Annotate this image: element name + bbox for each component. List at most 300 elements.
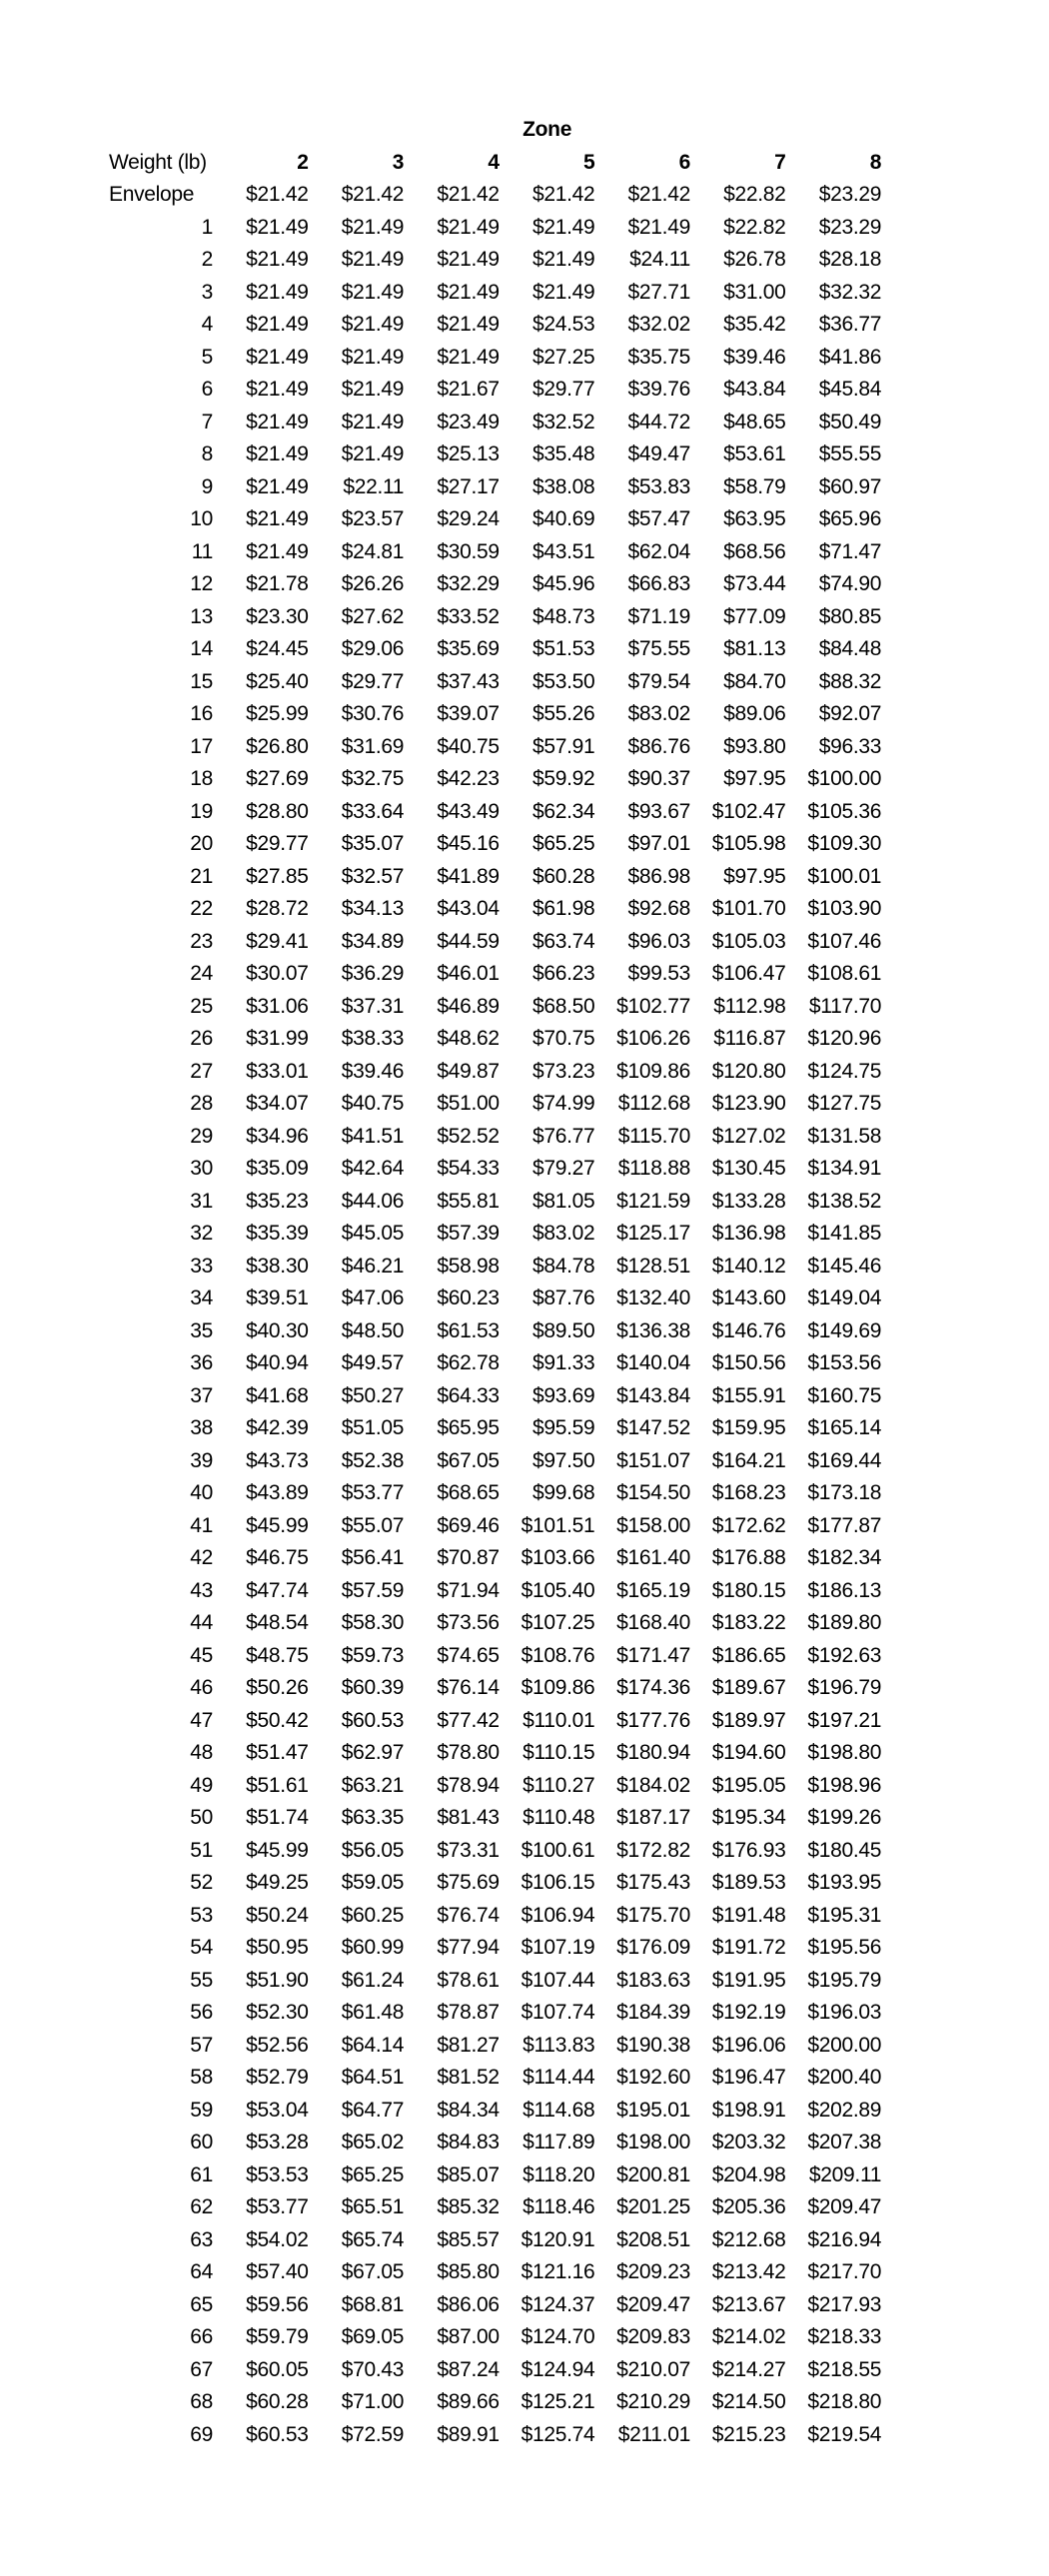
price-cell: $102.47 [711, 799, 786, 823]
price-cell: $189.80 [807, 1611, 882, 1634]
table-row [109, 407, 881, 439]
price-cell: $30.07 [246, 962, 309, 985]
price-cell: $46.75 [246, 1546, 309, 1569]
price-cell: $96.03 [627, 929, 690, 953]
price-cell: $177.87 [807, 1513, 882, 1537]
weight-cell: 54 [190, 1936, 213, 1959]
price-cell: $110.15 [523, 1741, 595, 1764]
price-cell: $35.07 [341, 832, 405, 855]
price-cell: $150.56 [711, 1351, 786, 1374]
price-cell: $180.15 [711, 1578, 786, 1602]
price-cell: $189.53 [711, 1871, 786, 1894]
weight-cell: 60 [190, 2131, 213, 2153]
price-cell: $114.44 [523, 2066, 595, 2089]
price-cell: $107.44 [521, 1968, 595, 1992]
price-cell: $165.14 [807, 1416, 882, 1439]
price-cell: $86.76 [627, 734, 690, 758]
price-cell: $81.52 [437, 2066, 500, 2089]
price-cell: $198.96 [807, 1773, 882, 1797]
price-cell: $38.08 [531, 474, 595, 498]
price-cell: $21.49 [246, 345, 309, 369]
price-cell: $195.79 [807, 1968, 882, 1992]
price-cell: $127.02 [711, 1124, 786, 1148]
weight-cell: 65 [190, 2292, 213, 2316]
price-cell: $34.96 [246, 1124, 309, 1148]
price-cell: $25.40 [246, 669, 309, 693]
table-row [109, 1088, 881, 1121]
price-cell: $109.30 [807, 832, 882, 855]
table-row [109, 1997, 881, 2030]
price-cell: $70.43 [341, 2357, 405, 2381]
price-cell: $77.09 [723, 604, 786, 628]
price-cell: $48.65 [723, 410, 786, 433]
price-cell: $21.67 [437, 378, 500, 401]
rate-table [109, 114, 881, 2451]
table-row [109, 828, 881, 861]
weight-cell: 49 [190, 1773, 213, 1797]
price-cell: $22.82 [723, 215, 786, 239]
price-cell: $143.84 [616, 1383, 690, 1407]
price-cell: $133.28 [711, 1189, 786, 1213]
price-cell: $43.89 [246, 1481, 309, 1504]
price-cell: $59.79 [246, 2325, 309, 2348]
price-cell: $31.99 [246, 1027, 309, 1050]
price-cell: $131.58 [807, 1124, 882, 1148]
table-row [109, 471, 881, 504]
weight-cell: 48 [190, 1741, 213, 1764]
price-cell: $32.02 [627, 313, 690, 336]
price-cell: $184.02 [616, 1773, 690, 1797]
weight-cell: 18 [190, 767, 213, 790]
price-cell: $97.50 [531, 1448, 595, 1472]
price-cell: $81.43 [437, 1806, 500, 1829]
price-cell: $74.99 [531, 1092, 595, 1115]
price-cell: $155.91 [711, 1383, 786, 1407]
price-cell: $35.48 [531, 442, 595, 465]
price-cell: $27.17 [437, 474, 500, 498]
price-cell: $31.06 [246, 994, 309, 1018]
price-cell: $54.02 [246, 2227, 309, 2251]
price-cell: $216.94 [807, 2227, 882, 2251]
price-cell: $67.05 [437, 1448, 500, 1472]
price-cell: $112.68 [617, 1092, 690, 1115]
price-cell: $29.41 [246, 929, 309, 953]
price-cell: $60.53 [246, 2422, 309, 2446]
price-cell: $27.62 [341, 604, 405, 628]
price-cell: $194.60 [711, 1741, 786, 1764]
price-cell: $120.91 [521, 2227, 595, 2251]
price-cell: $149.04 [807, 1287, 882, 1309]
price-cell: $65.51 [341, 2195, 405, 2218]
weight-cell: 14 [190, 637, 213, 660]
price-cell: $140.04 [616, 1351, 690, 1374]
weight-cell: 63 [190, 2227, 213, 2251]
price-cell: $123.90 [711, 1092, 786, 1115]
price-cell: $105.03 [711, 929, 786, 953]
price-cell: $40.75 [437, 734, 500, 758]
price-cell: $49.87 [437, 1059, 500, 1083]
price-cell: $153.56 [807, 1351, 882, 1374]
weight-cell: 50 [190, 1806, 213, 1829]
price-cell: $72.59 [341, 2422, 405, 2446]
price-cell: $154.50 [616, 1481, 690, 1504]
price-cell: $81.13 [723, 637, 786, 660]
price-cell: $21.49 [246, 474, 309, 498]
price-cell: $84.78 [531, 1254, 595, 1278]
price-cell: $60.25 [341, 1903, 405, 1927]
price-cell: $159.95 [711, 1416, 786, 1439]
table-row [109, 2095, 881, 2128]
price-cell: $70.75 [531, 1027, 595, 1050]
table-row [109, 1477, 881, 1510]
price-cell: $196.47 [711, 2066, 786, 2089]
table-row [109, 2224, 881, 2257]
weight-cell: 5 [201, 345, 213, 369]
price-cell: $200.81 [616, 2162, 690, 2186]
price-cell: $147.52 [616, 1416, 690, 1439]
price-cell: $21.78 [246, 572, 309, 595]
table-row [109, 1965, 881, 1998]
price-cell: $158.00 [616, 1513, 690, 1537]
price-cell: $51.05 [341, 1416, 405, 1439]
price-cell: $62.04 [627, 539, 690, 563]
table-row [109, 438, 881, 471]
price-cell: $43.84 [723, 378, 786, 401]
price-cell: $39.51 [246, 1287, 309, 1309]
price-cell: $33.52 [437, 604, 500, 628]
price-cell: $43.73 [246, 1448, 309, 1472]
price-cell: $87.24 [437, 2357, 500, 2381]
price-cell: $35.39 [246, 1222, 309, 1245]
price-cell: $45.99 [246, 1838, 309, 1862]
price-cell: $218.55 [807, 2357, 882, 2381]
price-cell: $87.00 [437, 2325, 500, 2348]
price-cell: $110.48 [523, 1806, 595, 1829]
price-cell: $21.49 [531, 248, 595, 271]
price-cell: $25.99 [246, 702, 309, 725]
weight-cell: 4 [201, 313, 213, 336]
price-cell: $64.51 [341, 2066, 405, 2089]
weight-cell: 44 [190, 1611, 213, 1634]
price-cell: $60.53 [341, 1708, 405, 1732]
weight-cell: 24 [190, 962, 213, 985]
weight-cell: 32 [190, 1222, 213, 1245]
price-cell: $83.02 [531, 1222, 595, 1245]
price-cell: $63.21 [341, 1773, 405, 1797]
price-cell: $49.47 [627, 442, 690, 465]
price-cell: $43.49 [437, 799, 500, 823]
price-cell: $64.33 [437, 1383, 500, 1407]
table-row [109, 958, 881, 991]
price-cell: $213.42 [711, 2260, 786, 2283]
price-cell: $59.05 [341, 1871, 405, 1894]
weight-cell: 38 [190, 1416, 213, 1439]
price-cell: $39.07 [437, 702, 500, 725]
price-cell: $189.97 [711, 1708, 786, 1732]
price-cell: $124.37 [521, 2292, 595, 2316]
price-cell: $76.14 [437, 1676, 500, 1699]
price-cell: $107.74 [521, 2001, 595, 2024]
weight-cell: 15 [190, 669, 213, 693]
price-cell: $210.07 [616, 2357, 690, 2381]
price-cell: $100.01 [807, 864, 882, 888]
price-cell: $21.49 [531, 280, 595, 304]
price-cell: $124.75 [807, 1059, 882, 1083]
price-cell: $65.96 [818, 507, 882, 530]
price-cell: $55.55 [818, 442, 882, 465]
weight-cell: 61 [190, 2162, 213, 2186]
price-cell: $143.60 [711, 1287, 786, 1309]
price-cell: $214.02 [711, 2325, 786, 2348]
weight-cell: 64 [190, 2260, 213, 2283]
price-cell: $136.98 [711, 1222, 786, 1245]
price-cell: $66.23 [531, 962, 595, 985]
price-cell: $89.50 [531, 1318, 595, 1342]
price-cell: $125.17 [616, 1222, 690, 1245]
price-cell: $132.40 [616, 1287, 690, 1309]
price-cell: $209.47 [616, 2292, 690, 2316]
price-cell: $96.33 [818, 734, 882, 758]
price-cell: $175.70 [616, 1903, 690, 1927]
price-cell: $172.62 [711, 1513, 786, 1537]
price-cell: $26.26 [341, 572, 405, 595]
table-row [109, 633, 881, 666]
price-cell: $116.87 [713, 1027, 786, 1050]
price-cell: $30.59 [437, 539, 500, 563]
price-cell: $89.91 [437, 2422, 500, 2446]
price-cell: $35.23 [246, 1189, 309, 1213]
price-cell: $195.31 [807, 1903, 882, 1927]
price-cell: $51.00 [437, 1092, 500, 1115]
price-cell: $54.33 [437, 1157, 500, 1180]
price-cell: $56.41 [341, 1546, 405, 1569]
price-cell: $197.21 [807, 1708, 882, 1732]
price-cell: $61.98 [531, 897, 595, 920]
price-cell: $100.00 [807, 767, 882, 790]
table-row [109, 1251, 881, 1284]
price-cell: $67.05 [341, 2260, 405, 2283]
price-cell: $28.18 [818, 248, 882, 271]
weight-cell: 45 [190, 1643, 213, 1667]
zone-title-row [109, 114, 881, 147]
price-cell: $57.59 [341, 1578, 405, 1602]
price-cell: $21.49 [341, 280, 405, 304]
price-cell: $183.22 [711, 1611, 786, 1634]
price-cell: $107.25 [521, 1611, 595, 1634]
weight-cell: 56 [190, 2001, 213, 2024]
weight-cell: 43 [190, 1578, 213, 1602]
price-cell: $172.82 [616, 1838, 690, 1862]
price-cell: $209.23 [616, 2260, 690, 2283]
weight-cell: 12 [190, 572, 213, 595]
table-row [109, 2191, 881, 2224]
table-row [109, 1737, 881, 1770]
price-cell: $89.66 [437, 2390, 500, 2413]
price-cell: $53.53 [246, 2162, 309, 2186]
price-cell: $51.61 [246, 1773, 309, 1797]
price-cell: $117.70 [808, 994, 882, 1018]
price-cell: $141.85 [807, 1222, 882, 1245]
price-cell: $175.43 [616, 1871, 690, 1894]
price-cell: $108.76 [521, 1643, 595, 1667]
table-row [109, 1867, 881, 1900]
price-cell: $22.82 [723, 183, 786, 206]
price-cell: $165.19 [616, 1578, 690, 1602]
price-cell: $199.26 [807, 1806, 882, 1829]
price-cell: $99.53 [627, 962, 690, 985]
price-cell: $84.83 [437, 2131, 500, 2153]
weight-cell: 23 [190, 929, 213, 953]
price-cell: $59.92 [531, 767, 595, 790]
table-body [109, 179, 881, 2451]
price-cell: $171.47 [616, 1643, 690, 1667]
table-row [109, 2127, 881, 2159]
price-cell: $21.42 [341, 183, 405, 206]
price-cell: $53.61 [723, 442, 786, 465]
price-cell: $23.29 [818, 215, 882, 239]
table-row [109, 212, 881, 245]
price-cell: $21.42 [531, 183, 595, 206]
price-cell: $55.81 [437, 1189, 500, 1213]
price-cell: $48.62 [437, 1027, 500, 1050]
table-row [109, 1347, 881, 1380]
price-cell: $32.52 [531, 410, 595, 433]
price-cell: $214.50 [711, 2390, 786, 2413]
price-cell: $136.38 [616, 1318, 690, 1342]
price-cell: $26.78 [723, 248, 786, 271]
price-cell: $27.25 [531, 345, 595, 369]
table-row [109, 731, 881, 764]
price-cell: $21.42 [246, 183, 309, 206]
price-cell: $42.39 [246, 1416, 309, 1439]
price-cell: $32.29 [437, 572, 500, 595]
table-row [109, 991, 881, 1024]
table-row [109, 698, 881, 731]
price-cell: $68.65 [437, 1481, 500, 1504]
price-cell: $205.36 [711, 2195, 786, 2218]
price-cell: $196.79 [807, 1676, 882, 1699]
weight-cell: 27 [190, 1059, 213, 1083]
weight-cell: 22 [190, 897, 213, 920]
price-cell: $36.29 [341, 962, 405, 985]
price-cell: $68.81 [341, 2292, 405, 2316]
weight-cell: 53 [190, 1903, 213, 1927]
price-cell: $138.52 [807, 1189, 882, 1213]
price-cell: $21.49 [246, 410, 309, 433]
price-cell: $106.94 [521, 1903, 595, 1927]
price-cell: $23.49 [437, 410, 500, 433]
weight-cell: 11 [191, 539, 213, 563]
price-cell: $65.02 [341, 2131, 405, 2153]
price-cell: $21.49 [341, 410, 405, 433]
price-cell: $52.79 [246, 2066, 309, 2089]
price-cell: $68.50 [531, 994, 595, 1018]
price-cell: $35.42 [723, 313, 786, 336]
price-cell: $28.72 [246, 897, 309, 920]
price-cell: $124.70 [521, 2325, 595, 2348]
price-cell: $192.19 [711, 2001, 786, 2024]
price-cell: $29.06 [341, 637, 405, 660]
zone-column-header: 7 [774, 150, 786, 174]
price-cell: $182.34 [807, 1546, 882, 1569]
price-cell: $42.64 [341, 1157, 405, 1180]
price-cell: $85.57 [437, 2227, 500, 2251]
price-cell: $74.90 [818, 572, 882, 595]
price-cell: $73.23 [531, 1059, 595, 1083]
price-cell: $184.39 [616, 2001, 690, 2024]
price-cell: $176.88 [711, 1546, 786, 1569]
price-cell: $176.93 [711, 1838, 786, 1862]
price-cell: $45.99 [246, 1513, 309, 1537]
weight-cell: 29 [190, 1124, 213, 1148]
price-cell: $21.49 [341, 345, 405, 369]
table-row [109, 568, 881, 601]
table-row [109, 1932, 881, 1965]
price-cell: $209.11 [808, 2162, 882, 2186]
price-cell: $29.24 [437, 507, 500, 530]
table-row [109, 2419, 881, 2452]
table-row [109, 1153, 881, 1186]
weight-cell: 20 [190, 832, 213, 855]
price-cell: $127.75 [807, 1092, 882, 1115]
price-cell: $211.01 [617, 2422, 690, 2446]
price-cell: $93.80 [723, 734, 786, 758]
price-cell: $50.24 [246, 1903, 309, 1927]
price-cell: $57.47 [627, 507, 690, 530]
price-cell: $118.46 [523, 2195, 595, 2218]
price-cell: $62.34 [531, 799, 595, 823]
price-cell: $23.29 [818, 183, 882, 206]
price-cell: $39.46 [723, 345, 786, 369]
price-cell: $86.98 [627, 864, 690, 888]
price-cell: $195.34 [711, 1806, 786, 1829]
price-cell: $120.96 [807, 1027, 882, 1050]
price-cell: $41.51 [341, 1124, 405, 1148]
price-cell: $24.11 [629, 248, 690, 271]
price-cell: $74.65 [437, 1643, 500, 1667]
table-row [109, 926, 881, 959]
price-cell: $21.49 [246, 442, 309, 465]
price-cell: $21.49 [246, 378, 309, 401]
price-cell: $48.73 [531, 604, 595, 628]
table-row [109, 1900, 881, 1933]
price-cell: $100.61 [521, 1838, 595, 1862]
table-row [109, 1835, 881, 1868]
price-cell: $103.66 [521, 1546, 595, 1569]
price-cell: $21.49 [341, 313, 405, 336]
price-cell: $21.49 [341, 442, 405, 465]
price-cell: $50.26 [246, 1676, 309, 1699]
weight-cell: 42 [190, 1546, 213, 1569]
weight-cell: 36 [190, 1351, 213, 1374]
price-cell: $49.25 [246, 1871, 309, 1894]
price-cell: $57.91 [531, 734, 595, 758]
weight-cell: 19 [190, 799, 213, 823]
price-cell: $151.07 [616, 1448, 690, 1472]
price-cell: $192.60 [616, 2066, 690, 2089]
price-cell: $125.21 [521, 2390, 595, 2413]
price-cell: $114.68 [523, 2098, 595, 2122]
price-cell: $50.49 [818, 410, 882, 433]
price-cell: $68.56 [723, 539, 786, 563]
price-cell: $21.49 [437, 215, 500, 239]
price-cell: $36.77 [818, 313, 882, 336]
price-cell: $78.80 [437, 1741, 500, 1764]
price-cell: $217.93 [807, 2292, 882, 2316]
price-cell: $180.45 [807, 1838, 882, 1862]
weight-cell: 30 [190, 1157, 213, 1180]
price-cell: $27.69 [246, 767, 309, 790]
